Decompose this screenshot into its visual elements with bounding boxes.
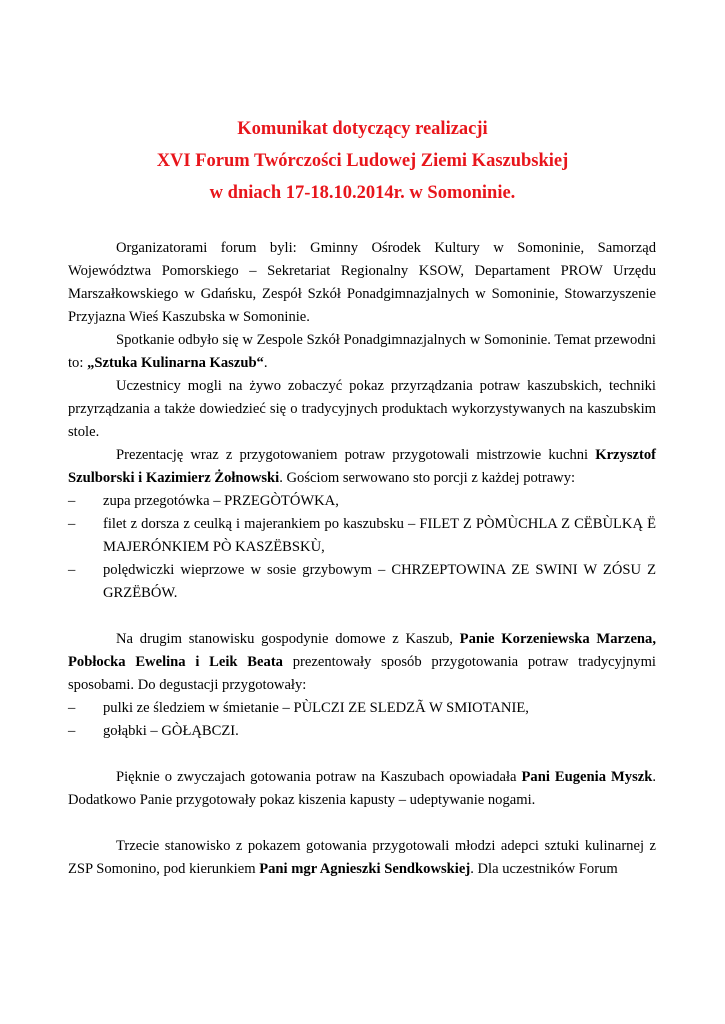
spacer	[68, 812, 656, 835]
list-item	[68, 720, 656, 743]
list-item	[68, 559, 656, 605]
paragraph-second-station-end: prezentowały sposób przygotowania potraw tradycyjnymi sposobami. Do degustacji przygotowały:	[68, 654, 656, 693]
paragraph-third-station	[68, 835, 656, 881]
title-line-1: Komunikat dotyczący realizacji	[237, 119, 488, 139]
paragraph-second-station	[68, 628, 656, 697]
paragraph-presentation-text: Prezentację wraz z przygotowaniem potraw przygotowali mistrzowie kuchni	[116, 447, 596, 463]
dish-list-1	[68, 490, 656, 605]
list-item-text: polędwiczki wieprzowe w sosie grzybowym – CHRZEPTOWINA ZE SWINI W ZÓSU Z GRZËBÓW.	[103, 562, 656, 601]
list-item	[68, 513, 656, 559]
chefs-names: Krzysztof Szulborski i Kazimierz Żołnowski	[68, 447, 656, 486]
paragraph-participants: Uczestnicy mogli na żywo zobaczyć pokaz przyrządzania potraw kaszubskich, techniki przyrządzania a także dowiedzieć się o tradycyjnych produktach wykorzystywanych na kaszubskim stole.	[68, 378, 656, 440]
theme-title: „Sztuka Kulinarna Kaszub“	[87, 355, 264, 371]
paragraph-customs	[68, 766, 656, 812]
hostesses-names: Panie Korzeniewska Marzena, Pobłocka Ewelina i Leik Beata	[68, 631, 656, 670]
dish-list-2	[68, 697, 656, 743]
document-body	[68, 237, 656, 881]
list-item-text: gołąbki – GÒŁĄBCZI.	[103, 723, 239, 739]
list-dash: –	[68, 700, 76, 716]
title-line-2: XVI Forum Twórczości Ludowej Ziemi Kaszubskiej	[156, 151, 569, 171]
list-item	[68, 697, 656, 720]
paragraph-presentation-end: . Gościom serwowano sto porcji z każdej potrawy:	[279, 470, 576, 486]
storyteller-name: Pani Eugenia Myszk	[521, 769, 653, 785]
paragraph-third-station-end: . Dla uczestników Forum	[470, 861, 618, 877]
paragraph-meeting	[68, 329, 656, 375]
paragraph-second-station-text: Na drugim stanowisku gospodynie domowe z Kaszub,	[116, 631, 460, 647]
paragraph-meeting-end: .	[263, 355, 268, 371]
paragraph-customs-text: Pięknie o zwyczajach gotowania potraw na Kaszubach opowiadała	[116, 769, 522, 785]
paragraph-organizers: Organizatorami forum byli: Gminny Ośrodek Kultury w Somoninie, Samorząd Województwa Pomorskiego – Sekretariat Regionalny KSOW, Departament PROW Urzędu Marszałkowskiego w Gdańsku, Zespół Szkół Ponadgimnazjalnych w Somoninie, Stowarzyszenie Przyjazna Wieś Kaszubska w Somoninie.	[68, 240, 656, 325]
paragraph-third-station-text: Trzecie stanowisko z pokazem gotowania przygotowali młodzi adepci sztuki kulinarnej z ZSP Somonino, pod kierunkiem	[68, 838, 656, 877]
document-title	[0, 113, 725, 209]
supervisor-name: Pani mgr Agnieszki Sendkowskiej	[259, 861, 471, 877]
paragraph-meeting-text: Spotkanie odbyło się w Zespole Szkół Ponadgimnazjalnych w Somoninie. Temat przewodni to:	[68, 332, 656, 371]
list-dash: –	[68, 723, 76, 739]
list-dash: –	[68, 562, 76, 578]
list-item-text: zupa przegotówka – PRZEGÒTÓWKA,	[103, 493, 339, 509]
paragraph-presentation	[68, 444, 656, 490]
list-item-text: filet z dorsza z ceulką i majerankiem po kaszubsku – FILET Z PÒMÙCHLA Z CËBÙLKĄ Ë MAJERÓNKIEM PÒ KASZËBSKÙ,	[103, 516, 656, 555]
list-dash: –	[68, 516, 76, 532]
list-dash: –	[68, 493, 76, 509]
spacer	[68, 605, 656, 628]
spacer	[68, 743, 656, 766]
list-item	[68, 490, 656, 513]
title-line-3: w dniach 17-18.10.2014r. w Somoninie.	[209, 183, 516, 203]
list-item-text: pulki ze śledziem w śmietanie – PÙLCZI ZE SLEDZÃ W SMIOTANIE,	[103, 700, 529, 716]
paragraph-customs-end: . Dodatkowo Panie przygotowały pokaz kiszenia kapusty – udeptywanie nogami.	[68, 769, 656, 808]
